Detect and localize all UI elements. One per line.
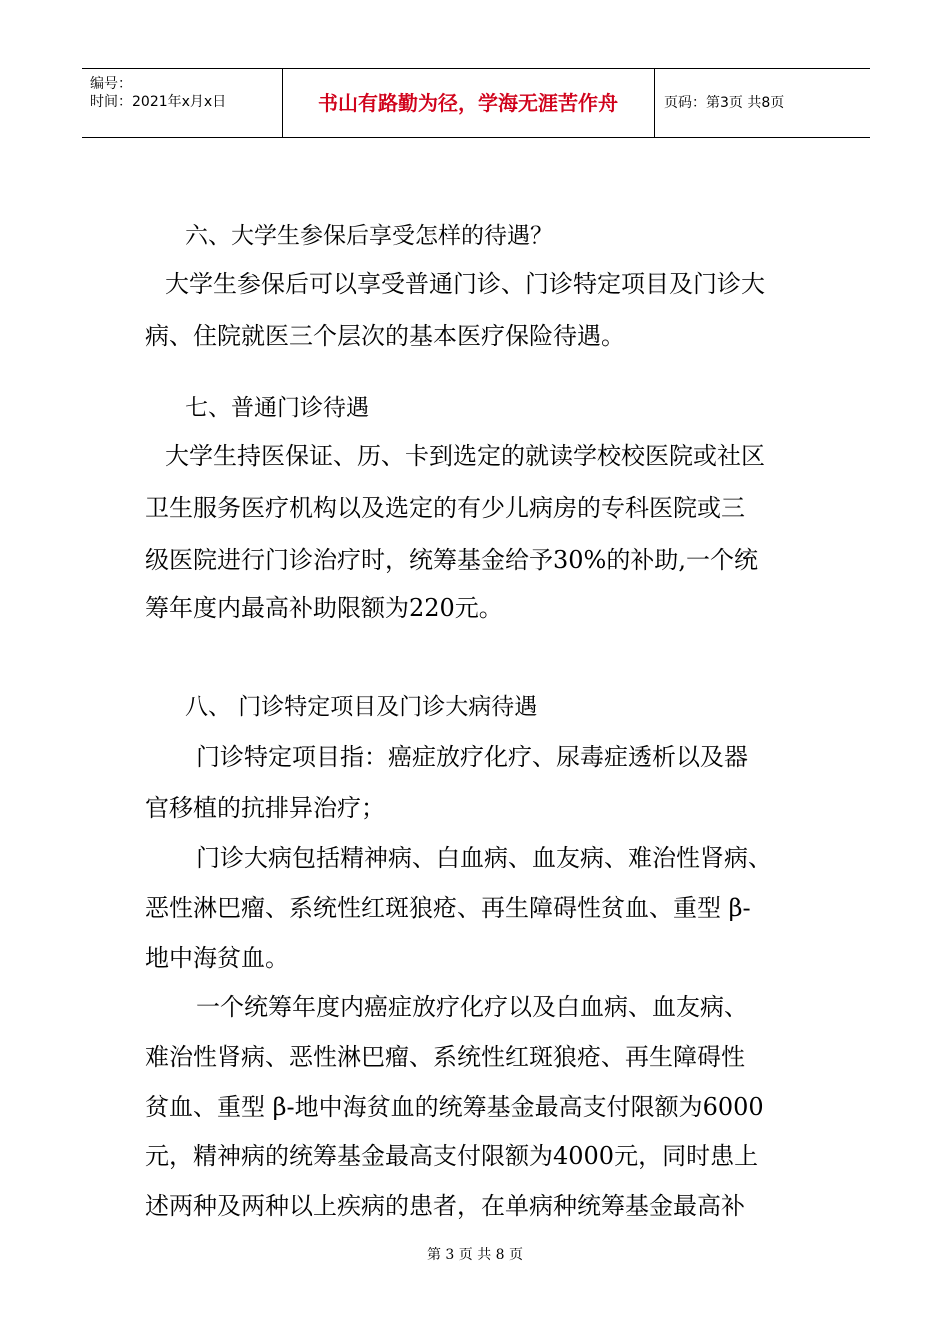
paragraph-line: 大学生参保后可以享受普通门诊、门诊特定项目及门诊大 [165,270,765,298]
section-7-title: 七、普通门诊待遇 [185,395,369,421]
paragraph-line: 贫血、重型 β-地中海贫血的统筹基金最高支付限额为6000 [145,1093,764,1121]
section-8-title: 八、 门诊特定项目及门诊大病待遇 [185,694,538,720]
paragraph-line: 述两种及两种以上疾病的患者，在单病种统筹基金最高补 [145,1192,745,1220]
header-page-label: 页码：第3页 共8页 [664,95,785,111]
section-6-title: 六、大学生参保后享受怎样的待遇？ [185,223,553,249]
paragraph-line: 难治性肾病、恶性淋巴瘤、系统性红斑狼疮、再生障碍性 [145,1043,745,1071]
paragraph-line: 地中海贫血。 [145,944,289,972]
paragraph-line: 卫生服务医疗机构以及选定的有少儿病房的专科医院或三 [145,494,745,522]
paragraph-line: 门诊大病包括精神病、白血病、血友病、难治性肾病、 [196,844,772,872]
header-date-label: 时间：2021年x月x日 [90,94,227,110]
header-motto: 书山有路勤为径，学海无涯苦作舟 [318,91,618,115]
paragraph-line: 一个统筹年度内癌症放疗化疗以及白血病、血友病、 [196,993,748,1021]
header-number-label: 编号： [90,76,132,92]
paragraph-line: 级医院进行门诊治疗时，统筹基金给予30%的补助,一个统 [145,546,758,574]
header-divider [654,69,655,137]
paragraph-line: 大学生持医保证、历、卡到选定的就读学校校医院或社区 [165,442,765,470]
page-footer: 第 3 页 共 8 页 [426,1247,524,1263]
paragraph-line: 筹年度内最高补助限额为220元。 [145,594,503,622]
paragraph-line: 官移植的抗排异治疗； [145,794,385,822]
paragraph-line: 元，精神病的统筹基金最高支付限额为4000元，同时患上 [145,1142,759,1170]
paragraph-line: 门诊特定项目指：癌症放疗化疗、尿毒症透析以及器 [196,743,748,771]
document-header [82,68,870,138]
header-info-cell [82,69,282,137]
paragraph-line: 恶性淋巴瘤、系统性红斑狼疮、再生障碍性贫血、重型 β- [145,894,751,922]
paragraph-line: 病、住院就医三个层次的基本医疗保险待遇。 [145,322,625,350]
